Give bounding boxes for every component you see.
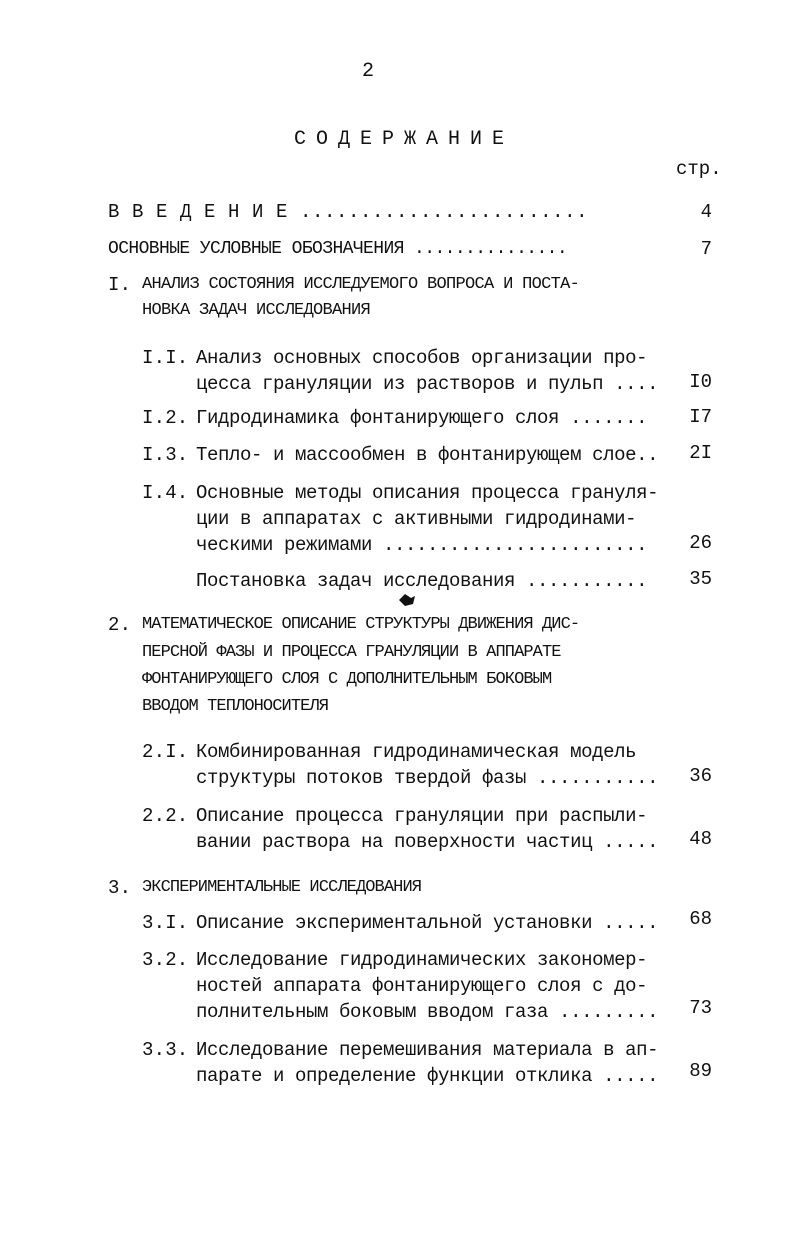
toc-page-number: 36 bbox=[689, 765, 712, 787]
toc-page-number: 7 bbox=[700, 238, 712, 260]
toc-section-title-line: Комбинированная гидродинамическая модель bbox=[196, 741, 637, 763]
toc-section-title-line: цесса грануляции из растворов и пульп .... bbox=[196, 373, 659, 395]
toc-section-title-line: Описание экспериментальной установки ..... bbox=[196, 912, 659, 934]
toc-section-number: I.4. bbox=[142, 482, 189, 504]
toc-section-title-line: вании раствора на поверхности частиц ..... bbox=[196, 831, 659, 853]
toc-section-title-line: Тепло- и массообмен в фонтанирующем слое.. bbox=[196, 444, 659, 466]
page-number: 2 bbox=[362, 60, 375, 83]
toc-page-number: 35 bbox=[689, 568, 712, 590]
toc-section-number: I.2. bbox=[142, 407, 189, 429]
toc-chapter-number: 2. bbox=[108, 614, 132, 636]
toc-section-title-line: Гидродинамика фонтанирующего слоя ....... bbox=[196, 407, 648, 429]
toc-section-number: 3.I. bbox=[142, 912, 189, 934]
toc-page-number: 26 bbox=[689, 532, 712, 554]
toc-section-number: I.I. bbox=[142, 347, 189, 369]
toc-section-title-line: структуры потоков твердой фазы ........... bbox=[196, 767, 659, 789]
toc-chapter-title-line: АНАЛИЗ СОСТОЯНИЯ ИССЛЕДУЕМОГО ВОПРОСА И ПОСТА- bbox=[142, 275, 580, 294]
toc-chapter-number: 3. bbox=[108, 877, 132, 899]
toc-page-number: 2I bbox=[689, 442, 712, 464]
toc-page-number: 4 bbox=[700, 201, 712, 223]
toc-section-title-line: Постановка задач исследования ........... bbox=[196, 570, 648, 592]
toc-chapter-number: I. bbox=[108, 274, 132, 296]
toc-section-number: 3.3. bbox=[142, 1039, 189, 1061]
toc-entry-notation: ОСНОВНЫЕ УСЛОВНЫЕ ОБОЗНАЧЕНИЯ ............... bbox=[108, 239, 568, 259]
toc-page-number: 48 bbox=[689, 828, 712, 850]
toc-section-title-line: ностей аппарата фонтанирующего слоя с до- bbox=[196, 975, 648, 997]
toc-section-title-line: Описание процесса грануляции при распыли- bbox=[196, 805, 648, 827]
toc-section-title-line: ческими режимами ........................ bbox=[196, 534, 648, 556]
toc-page-number: 68 bbox=[689, 908, 712, 930]
toc-chapter-title-line: ВВОДОМ ТЕПЛОНОСИТЕЛЯ bbox=[142, 697, 329, 716]
toc-section-title-line: Исследование гидродинамических закономер- bbox=[196, 949, 648, 971]
toc-section-number: I.3. bbox=[142, 444, 189, 466]
toc-section-title-line: Анализ основных способов организации про- bbox=[196, 347, 648, 369]
toc-section-number: 3.2. bbox=[142, 949, 189, 971]
toc-section-number: 2.I. bbox=[142, 741, 189, 763]
toc-section-title-line: ции в аппаратах с активными гидродинами- bbox=[196, 508, 637, 530]
toc-chapter-title-line: МАТЕМАТИЧЕСКОЕ ОПИСАНИЕ СТРУКТУРЫ ДВИЖЕНИЯ ДИС- bbox=[142, 615, 580, 634]
toc-page-number: 73 bbox=[689, 997, 712, 1019]
toc-chapter-title-line: НОВКА ЗАДАЧ ИССЛЕДОВАНИЯ bbox=[142, 301, 371, 320]
toc-section-title-line: Основные методы описания процесса грануля- bbox=[196, 482, 659, 504]
page-column-label: стр. bbox=[676, 158, 722, 180]
contents-title: СОДЕРЖАНИЕ bbox=[294, 128, 515, 151]
ink-blot-mark bbox=[397, 592, 417, 608]
toc-page-number: I0 bbox=[689, 371, 712, 393]
toc-page-number: 89 bbox=[689, 1060, 712, 1082]
toc-chapter-title-line: ЭКСПЕРИМЕНТАЛЬНЫЕ ИССЛЕДОВАНИЯ bbox=[142, 878, 422, 897]
toc-page-number: I7 bbox=[689, 406, 712, 428]
toc-section-title-line: Исследование перемешивания материала в ап- bbox=[196, 1039, 659, 1061]
toc-chapter-title-line: ФОНТАНИРУЮЩЕГО СЛОЯ С ДОПОЛНИТЕЛЬНЫМ БОКОВЫМ bbox=[142, 670, 552, 689]
toc-chapter-title-line: ПЕРСНОЙ ФАЗЫ И ПРОЦЕССА ГРАНУЛЯЦИИ В АППАРАТЕ bbox=[142, 643, 561, 662]
toc-section-title-line: полнительным боковым вводом газа ......... bbox=[196, 1001, 659, 1023]
toc-section-title-line: парате и определение функции отклика ..... bbox=[196, 1065, 659, 1087]
toc-section-number: 2.2. bbox=[142, 805, 189, 827]
toc-entry-introduction: В В Е Д Е Н И Е ........................ bbox=[108, 201, 589, 223]
